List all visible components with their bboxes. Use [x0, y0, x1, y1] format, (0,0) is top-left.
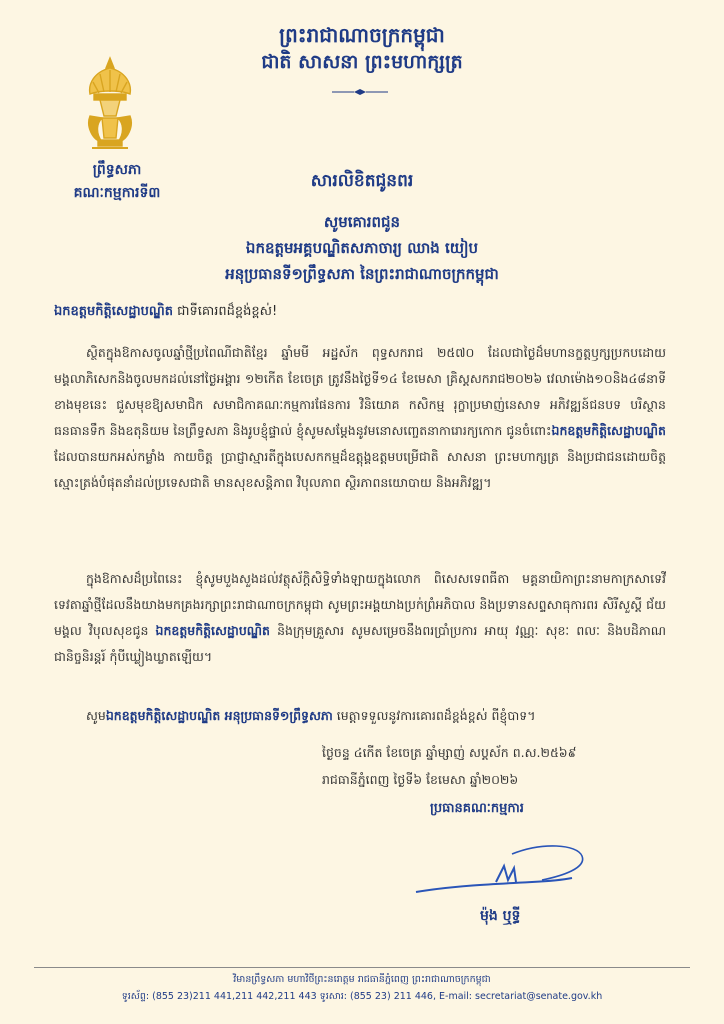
date-solar: រាជធានីភ្នំពេញ ថ្ងៃទី៦ ខែមេសា ឆ្នាំ២០២៦	[322, 772, 519, 787]
footer-contact: ទូរស័ព្ទ: (855 23)211 441,211 442,211 443 ទូរសារ: (855 23) 211 446, E-mail: secretariat@senate.gov.kh	[121, 991, 603, 1002]
closing-name: ឯកឧត្តមកិត្តិសេដ្ឋាបណ្ឌិត អនុប្រធានទី១ព្រឹទ្ធសភា	[105, 708, 333, 723]
date-lunar: ថ្ងៃចន្ទ ៤កើត ខែចេត្រ ឆ្នាំម្សាញ់ សប្តស័ក ព.ស.២៥៦៩	[322, 745, 577, 760]
senate-emblem-icon	[80, 54, 140, 154]
header-ornament-icon	[332, 88, 388, 96]
salutation-rest: ជាទីគោរពដ៏ខ្ពង់ខ្ពស់!	[173, 304, 278, 319]
closing-rest: មេត្តាទទួលនូវការគោរពដ៏ខ្ពង់ខ្ពស់ ពីខ្ញុំបាទ។	[332, 708, 536, 723]
p2-text1: ក្នុងឱកាសដ៏ប្រពៃនេះ ខ្ញុំសូមបួងសួងដល់វត្ថុស័ក្តិសិទ្ធិទាំងឡាយក្នុងលោក ពិសេសទេពធីតា មគ្គនាយិកាព្រះនាមកាក្រសាទេវី ទេវតាឆ្នាំថ្មីដែលនឹងយាងមកគ្រងរក្សាព្រះរាជាណាចក្រកម្ពុជា សូមព្រះអង្គយាងប្រក់ព្រំអភិបាល និងប្រទានសព្ទសាធុការពរ សិរីសួស្ដី ជ័យមង្គល វិបុលសុខជូន	[54, 571, 666, 638]
signer-title: ប្រធានគណៈកម្មការ	[430, 801, 524, 816]
footer-address: វិមានព្រឹទ្ធសភា មហាវិថីព្រះនរោត្តម រាជធានីភ្នំពេញ ព្រះរាជាណាចក្រកម្ពុជា	[233, 974, 491, 985]
body-paragraph-1	[54, 340, 666, 496]
p1-text1: ស្ថិតក្នុងឱកាសចូលឆ្នាំថ្មីប្រពៃណីជាតិខ្មែរ ឆ្នាំមមី អដ្ឋស័ក ពុទ្ធសករាជ ២៥៧០ ដែលជាថ្ងៃដ៏មហានក្ខត្តឫក្សប្រកបដោយមង្គលាភិសេកនិងចូលមកដល់នៅថ្ងៃអង្គារ ១២កើត ខែចេត្រ ត្រូវនឹងថ្ងៃទី១៤ ខែមេសា គ្រិស្តសករាជ២០២៦ វេលាម៉ោង១០និង៤៨នាទី ខាងមុខនេះ ជួសមុខឱ្យសមាជិក សមាជិកាគណៈកម្មការផែនការ វិនិយោគ កសិកម្ម រុក្ខាប្រមាញ់នេសាទ អភិវឌ្ឍន៍ជនបទ បរិស្ថាន ធនធានទឹក និងឧតុនិយម នៃព្រឹទ្ធសភា និងរូបខ្ញុំផ្ទាល់ ខ្ញុំសូមសម្ដែងនូវមនោសញ្ចេតនាការោរក្យកោក ជូនចំពោះ	[54, 345, 666, 438]
national-motto-line2: ជាតិ សាសនា ព្រះមហាក្សត្រ	[261, 51, 463, 73]
signer-name: ម៉ុង ឬទ្ធី	[480, 908, 521, 924]
p2-text2: និងក្រុមគ្រួសារ សូមសម្រេចនឹងពរប្រាំប្រការ អាយុ វណ្ណៈ សុខៈ ពលៈ និងបដិភាណ ជានិច្ចនិរន្តរ៍ កុំបីឃ្លៀងឃ្លាតឡើយ។	[54, 623, 666, 664]
issuer-commission: គណៈកម្មការទី៣	[73, 185, 161, 201]
salutation-name: ឯកឧត្តមកិត្តិសេដ្ឋាបណ្ឌិត	[54, 304, 174, 319]
closing-line	[86, 708, 676, 727]
p1-text2: ដែលបានយកអស់កម្លាំង កាយចិត្ត ប្រាជ្ញាស្មារតីក្នុងបេសកកម្មដ៏ឧត្តុង្គឧត្តមបម្រើជាតិ សាសនា ព្រះមហាក្សត្រ និងប្រជាជនដោយចិត្តស្មោះត្រង់បំផុតនាំដល់ប្រទេសជាតិ មានសុខសន្តិភាព វិបុលភាព ស្ថិរភាពនយោបាយ និងអភិវឌ្ឍ។	[54, 449, 666, 490]
recipient-line1: សូមគោរពជូន	[323, 213, 401, 231]
national-motto-line1: ព្រះរាជាណាចក្រកម្ពុជា	[279, 23, 445, 47]
document-title: សារលិខិតជូនពរ	[310, 171, 414, 191]
recipient-line3: អនុប្រធានទី១ព្រឹទ្ធសភា នៃព្រះរាជាណាចក្រកម្ពុជា	[225, 265, 499, 283]
issuer-senate: ព្រឹទ្ធសភា	[92, 162, 142, 178]
recipient-line2: ឯកឧត្តមអគ្គបណ្ឌិតសភាចារ្យ ឈាង យៀប	[245, 239, 479, 257]
p1-name: ឯកឧត្តមកិត្តិសេដ្ឋាបណ្ឌិត	[551, 423, 666, 438]
footer-divider	[34, 967, 690, 968]
salutation	[54, 303, 277, 322]
body-paragraph-2	[54, 566, 666, 670]
p2-name: ឯកឧត្តមកិត្តិសេដ្ឋាបណ្ឌិត	[155, 623, 270, 638]
signature-icon	[412, 836, 592, 906]
closing-prefix: សូម	[86, 708, 106, 723]
